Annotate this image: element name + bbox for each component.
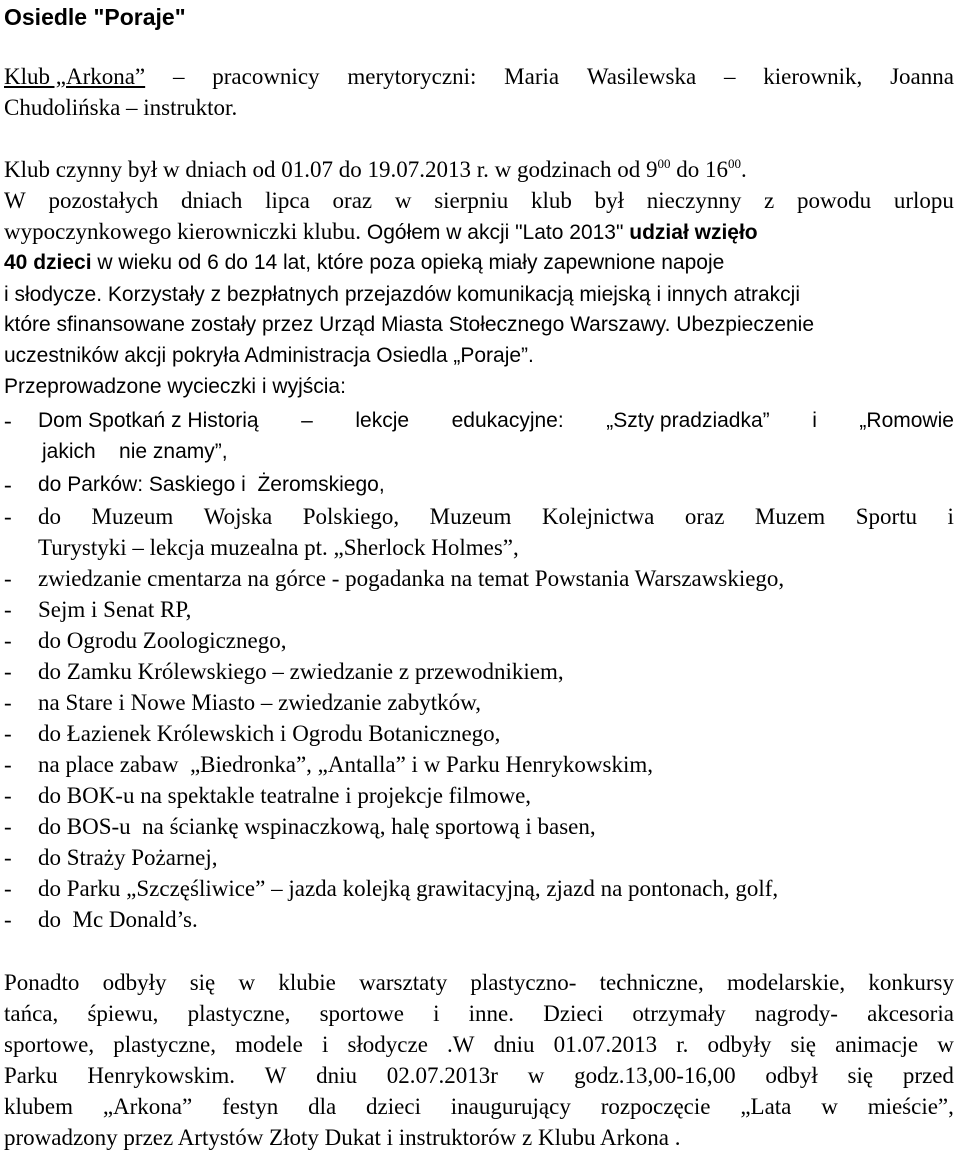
word: dniach bbox=[181, 188, 243, 213]
word: oraz bbox=[332, 188, 373, 213]
word: Wojska bbox=[203, 504, 273, 529]
word: Polskiego, bbox=[302, 504, 400, 529]
list-item-text: zwiedzanie cmentarza na górce - pogadanka na temat Powstania Warszawskiego, bbox=[38, 566, 785, 591]
schedule-text: do 16 bbox=[670, 157, 728, 182]
word: animacje bbox=[835, 1032, 919, 1057]
staff-line-1 bbox=[4, 62, 954, 92]
word: w bbox=[394, 188, 412, 213]
closing-line-1 bbox=[4, 968, 954, 998]
word: w bbox=[238, 970, 256, 995]
list-dash: - bbox=[4, 876, 12, 901]
word: Joanna bbox=[890, 64, 954, 89]
list-dash: - bbox=[4, 504, 12, 529]
list-dash: - bbox=[4, 814, 12, 839]
word: edukacyjne: bbox=[451, 409, 564, 432]
word: się bbox=[189, 970, 216, 995]
closing-line-6: prowadzony przez Artystów Złoty Dukat i instruktorów z Klubu Arkona . bbox=[4, 1125, 681, 1150]
schedule-line-3 bbox=[4, 217, 758, 247]
word: słodycze bbox=[347, 1032, 428, 1057]
trips-header: Przeprowadzone wycieczki i wyjścia: bbox=[4, 375, 346, 398]
word: kierownik, bbox=[763, 64, 863, 89]
schedule-line-4 bbox=[4, 248, 724, 278]
word: – bbox=[172, 64, 185, 89]
list-item-text bbox=[38, 406, 954, 436]
list-item-text bbox=[38, 502, 954, 532]
schedule-text: i słodycze. bbox=[4, 283, 103, 306]
list-item-continuation: Turystyki – lekcja muzealna pt. „Sherlock Holmes”, bbox=[38, 535, 519, 560]
list-item-text: do Zamku Królewskiego – zwiedzanie z przewodnikiem, bbox=[38, 659, 564, 684]
word: sierpniu bbox=[434, 188, 509, 213]
word: śpiewu, bbox=[87, 1001, 159, 1026]
word: Ponadto bbox=[4, 970, 80, 995]
page-title: Osiedle "Poraje" bbox=[4, 4, 186, 30]
word: festyn bbox=[222, 1094, 279, 1119]
word: lipca bbox=[265, 188, 310, 213]
word: i bbox=[321, 1032, 329, 1057]
word: i bbox=[812, 409, 817, 432]
word: klubem bbox=[4, 1094, 73, 1119]
list-item-text: do Parków: Saskiego i Żeromskiego, bbox=[38, 473, 385, 496]
word: Dzieci bbox=[543, 1001, 604, 1026]
word: Sportu bbox=[855, 504, 918, 529]
bold-text: udział wzięło bbox=[629, 221, 758, 244]
schedule-text: Klub czynny był w dniach od 01.07 do 19.07.2013 r. w godzinach od 9 bbox=[4, 157, 658, 182]
word: akcesoria bbox=[867, 1001, 954, 1026]
word: plastyczno- bbox=[470, 970, 577, 995]
club-name: Klub „Arkona” bbox=[4, 64, 146, 89]
schedule-line-7: uczestników akcji pokryła Administracja Osiedla „Poraje”. bbox=[4, 344, 534, 367]
schedule-text: wypoczynkowego kierowniczki klubu. bbox=[4, 219, 362, 244]
word: nagrody- bbox=[754, 1001, 838, 1026]
word: Wasilewska bbox=[586, 64, 697, 89]
word: do bbox=[38, 504, 61, 529]
word: .W bbox=[447, 1032, 475, 1057]
list-dash: - bbox=[4, 690, 12, 715]
list-dash: - bbox=[4, 566, 12, 591]
word: Maria bbox=[504, 64, 560, 89]
word: urlopu bbox=[893, 188, 954, 213]
word: dniu bbox=[493, 1032, 535, 1057]
word: Parku bbox=[4, 1063, 58, 1088]
list-item-text: do BOS-u na ściankę wspinaczkową, halę sportową i basen, bbox=[38, 814, 596, 839]
closing-line-4 bbox=[4, 1061, 954, 1091]
list-dash: - bbox=[4, 752, 12, 777]
word: odbyły bbox=[102, 970, 167, 995]
word: „Lata bbox=[740, 1094, 792, 1119]
word: W bbox=[4, 188, 26, 213]
word: „Romowie bbox=[859, 409, 954, 432]
list-dash: - bbox=[4, 783, 12, 808]
word: W bbox=[264, 1063, 287, 1088]
word: merytoryczni: bbox=[347, 64, 477, 89]
superscript: 00 bbox=[657, 156, 671, 171]
word: pracownicy bbox=[212, 64, 320, 89]
list-item-text: na Stare i Nowe Miasto – zwiedzanie zabytków, bbox=[38, 690, 482, 715]
word: się bbox=[847, 1063, 874, 1088]
word: tańca, bbox=[4, 1001, 59, 1026]
staff-line-2: Chudolińska – instruktor. bbox=[4, 95, 238, 120]
word: lekcje bbox=[355, 409, 410, 432]
schedule-text: Korzystały z bezpłatnych przejazdów komunikacją miejską i innych atrakcji bbox=[102, 283, 800, 306]
word: modelarskie, bbox=[726, 970, 846, 995]
bold-text: 40 dzieci bbox=[4, 251, 92, 274]
word: rozpoczęcie bbox=[600, 1094, 711, 1119]
word: Muzem bbox=[754, 504, 826, 529]
word: powodu bbox=[797, 188, 872, 213]
list-dash: - bbox=[4, 408, 12, 433]
closing-line-3 bbox=[4, 1030, 954, 1060]
schedule-line-5 bbox=[4, 279, 800, 309]
word: mieście”, bbox=[867, 1094, 954, 1119]
word: i bbox=[947, 504, 954, 529]
list-item-text: do Łazienek Królewskich i Ogrodu Botanicznego, bbox=[38, 721, 501, 746]
word: z bbox=[764, 188, 775, 213]
schedule-line-6: które sfinansowane zostały przez Urząd Miasta Stołecznego Warszawy. Ubezpieczenie bbox=[4, 313, 815, 336]
word: sportowe, bbox=[4, 1032, 95, 1057]
word: inaugurujący bbox=[450, 1094, 571, 1119]
list-item-text: do Parku „Szczęśliwice” – jazda kolejką grawitacyjną, zjazd na pontonach, golf, bbox=[38, 876, 779, 901]
word: inne. bbox=[468, 1001, 515, 1026]
list-dash: - bbox=[4, 659, 12, 684]
closing-line-2 bbox=[4, 999, 954, 1029]
word: był bbox=[594, 188, 625, 213]
schedule-text: w wieku od 6 do 14 lat, które poza opieką miały zapewnione napoje bbox=[91, 251, 725, 274]
word: dla bbox=[308, 1094, 337, 1119]
word: i bbox=[433, 1001, 440, 1026]
list-dash: - bbox=[4, 628, 12, 653]
word: się bbox=[790, 1032, 817, 1057]
word: „Szty pradziadka” bbox=[606, 409, 770, 432]
word: w bbox=[527, 1063, 545, 1088]
word: plastyczne, bbox=[187, 1001, 291, 1026]
word: 02.07.2013r bbox=[386, 1063, 498, 1088]
superscript: 00 bbox=[728, 156, 741, 171]
word: konkursy bbox=[868, 970, 954, 995]
closing-line-5 bbox=[4, 1092, 954, 1122]
word: 01.07.2013 bbox=[553, 1032, 658, 1057]
word: techniczne, bbox=[599, 970, 704, 995]
list-dash: - bbox=[4, 472, 12, 497]
list-item-text: Sejm i Senat RP, bbox=[38, 597, 192, 622]
word: r. bbox=[676, 1032, 689, 1057]
word: modele bbox=[235, 1032, 303, 1057]
list-dash: - bbox=[4, 845, 12, 870]
word: godz.13,00-16,00 bbox=[574, 1063, 736, 1088]
word: warsztaty bbox=[359, 970, 448, 995]
list-item-text: do Ogrodu Zoologicznego, bbox=[38, 628, 287, 653]
list-item-text: do Straży Pożarnej, bbox=[38, 845, 218, 870]
word: Dom Spotkań z Historią bbox=[38, 409, 259, 432]
word: przed bbox=[902, 1063, 954, 1088]
list-item-continuation: jakich nie znamy”, bbox=[42, 440, 228, 463]
word: Muzeum bbox=[429, 504, 512, 529]
word: – bbox=[723, 64, 736, 89]
word: w bbox=[937, 1032, 954, 1057]
word: Muzeum bbox=[91, 504, 174, 529]
word: dzieci bbox=[366, 1094, 421, 1119]
list-item-text: na place zabaw „Biedronka”, „Antalla” i w Parku Henrykowskim, bbox=[38, 752, 654, 777]
word: pozostałych bbox=[48, 188, 159, 213]
list-item-text: do BOK-u na spektakle teatralne i projekcje filmowe, bbox=[38, 783, 532, 808]
word: w bbox=[821, 1094, 838, 1119]
word: klubie bbox=[278, 970, 336, 995]
list-dash: - bbox=[4, 907, 12, 932]
list-item-text: do Mc Donald’s. bbox=[38, 907, 198, 932]
word: dniu bbox=[316, 1063, 358, 1088]
list-dash: - bbox=[4, 597, 12, 622]
word: „Arkona” bbox=[102, 1094, 193, 1119]
schedule-line-1 bbox=[4, 155, 747, 185]
schedule-text: Ogółem w akcji "Lato 2013" bbox=[361, 221, 630, 244]
word: Henrykowskim. bbox=[87, 1063, 235, 1088]
schedule-text: . bbox=[741, 157, 747, 182]
word: oraz bbox=[684, 504, 725, 529]
word: Kolejnictwa bbox=[541, 504, 655, 529]
word: – bbox=[301, 409, 313, 432]
word: sportowe bbox=[319, 1001, 404, 1026]
word: otrzymały bbox=[632, 1001, 726, 1026]
word: odbył bbox=[765, 1063, 818, 1088]
word: plastyczne, bbox=[113, 1032, 217, 1057]
word: klub bbox=[531, 188, 572, 213]
list-dash: - bbox=[4, 721, 12, 746]
word: odbyły bbox=[707, 1032, 772, 1057]
schedule-line-2 bbox=[4, 186, 954, 216]
word: nieczynny bbox=[646, 188, 742, 213]
